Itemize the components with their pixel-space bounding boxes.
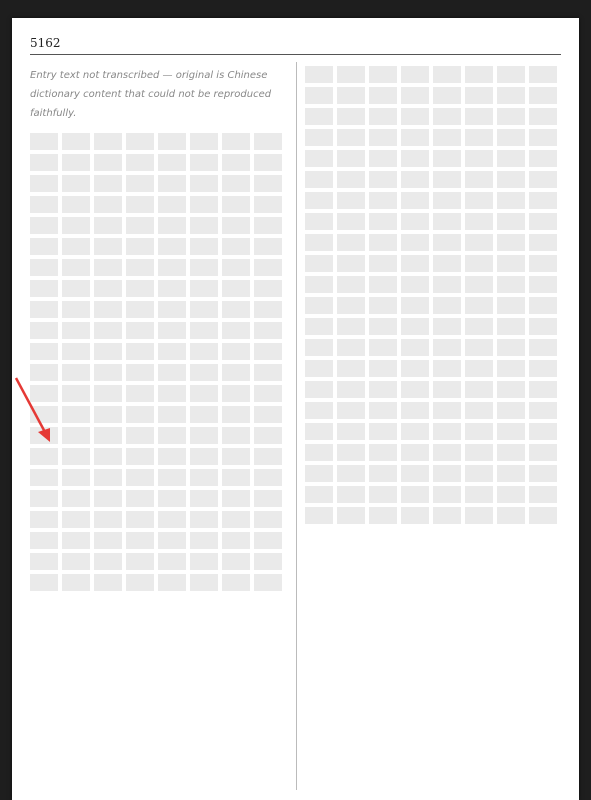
entry-placeholder xyxy=(305,339,561,356)
entry-placeholder xyxy=(30,301,286,318)
entry-placeholder xyxy=(305,423,561,440)
entry-placeholder xyxy=(30,322,286,339)
entry-placeholder xyxy=(30,133,286,150)
entry-placeholder xyxy=(30,217,286,234)
entry-placeholder xyxy=(305,507,561,524)
entry-placeholder xyxy=(305,66,561,83)
entry-placeholder xyxy=(305,486,561,503)
entry-placeholder xyxy=(30,469,286,486)
entry-placeholder xyxy=(30,532,286,549)
entry-placeholder xyxy=(305,171,561,188)
left-column xyxy=(30,62,286,790)
entry-placeholder xyxy=(30,490,286,507)
entry-placeholder xyxy=(30,154,286,171)
entry-placeholder xyxy=(30,553,286,570)
entry-placeholder xyxy=(305,402,561,419)
entry-placeholder xyxy=(305,255,561,272)
transcription-notice: Entry text not transcribed — original is Chinese dictionary content that could not be reproduced faithfully. xyxy=(30,70,272,119)
entry-placeholder xyxy=(305,87,561,104)
entry-placeholder xyxy=(30,385,286,402)
red-arrow-icon xyxy=(12,374,54,444)
right-column-entries xyxy=(305,66,561,524)
page-header xyxy=(30,32,561,55)
right-column xyxy=(296,62,561,790)
entry-placeholder xyxy=(30,175,286,192)
entry-placeholder xyxy=(305,318,561,335)
entry-placeholder xyxy=(30,343,286,360)
entry-placeholder xyxy=(30,406,286,423)
entry-placeholder xyxy=(305,444,561,461)
entry-placeholder xyxy=(305,150,561,167)
dictionary-columns xyxy=(30,62,561,790)
page-number: 5162 xyxy=(30,36,61,50)
entry-placeholder xyxy=(30,196,286,213)
entry-placeholder xyxy=(30,364,286,381)
entry-placeholder xyxy=(305,129,561,146)
left-column-entries xyxy=(30,133,286,591)
entry-placeholder xyxy=(30,259,286,276)
entry-placeholder xyxy=(305,381,561,398)
scanned-page xyxy=(12,18,579,800)
entry-placeholder xyxy=(30,427,286,444)
entry-placeholder xyxy=(30,448,286,465)
entry-placeholder xyxy=(305,234,561,251)
entry-placeholder xyxy=(305,297,561,314)
entry-placeholder xyxy=(30,511,286,528)
entry-placeholder xyxy=(305,465,561,482)
entry-placeholder xyxy=(30,238,286,255)
entry-placeholder xyxy=(305,108,561,125)
entry-placeholder xyxy=(305,213,561,230)
entry-placeholder xyxy=(305,276,561,293)
entry-placeholder xyxy=(30,280,286,297)
entry-placeholder xyxy=(305,360,561,377)
entry-placeholder xyxy=(305,192,561,209)
entry-placeholder xyxy=(30,574,286,591)
